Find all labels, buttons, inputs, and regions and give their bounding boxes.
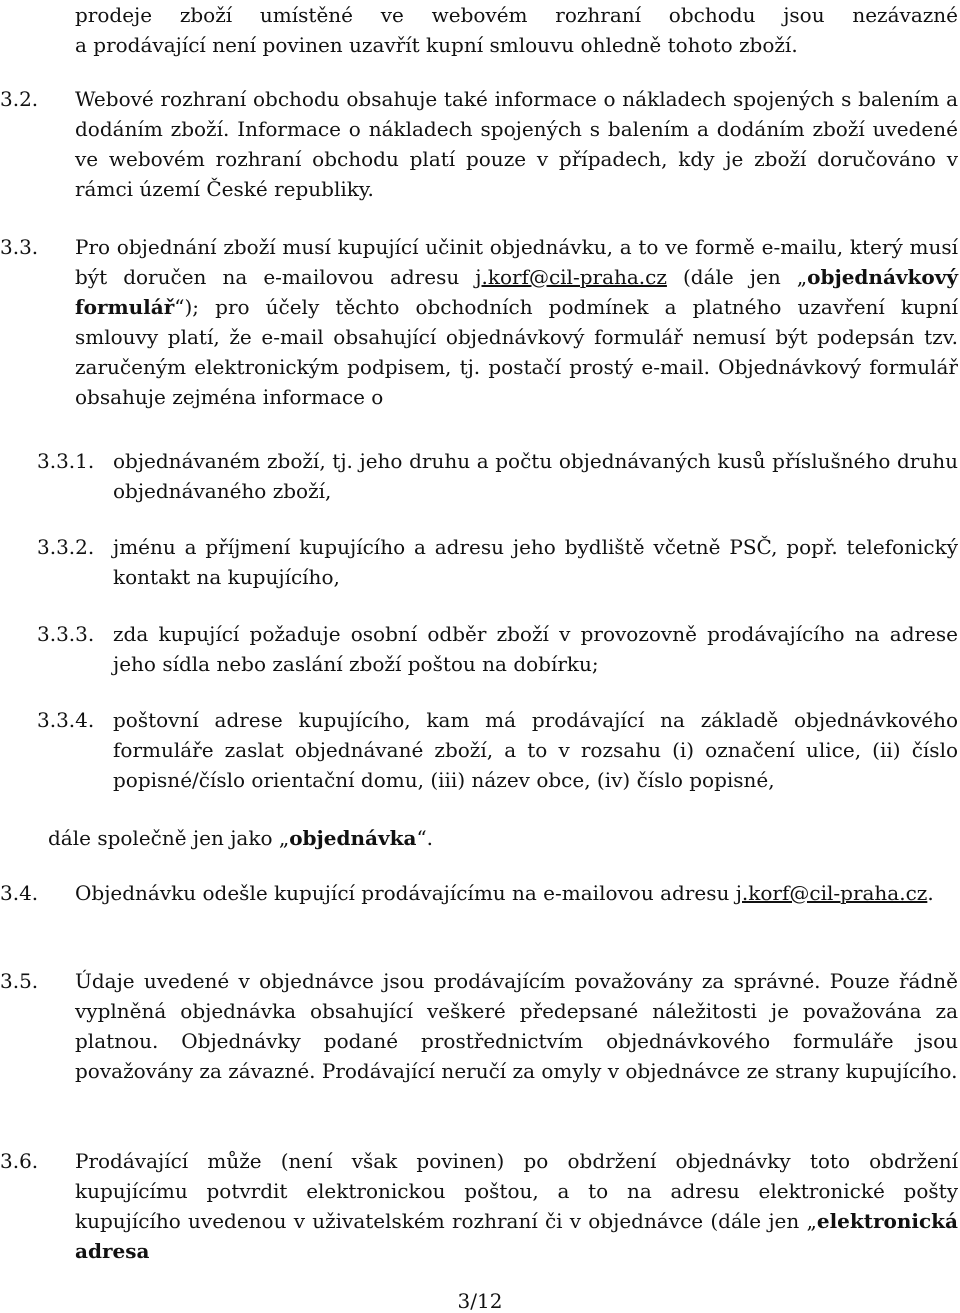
clause-text-part: . <box>927 881 934 905</box>
clause-text <box>75 232 958 412</box>
defined-term: objednávkový formulář <box>75 265 958 319</box>
clause-text <box>75 1146 958 1266</box>
clause-text-part: (dále jen „ <box>666 265 808 289</box>
clause-text: objednávaném zboží, tj. jeho druhu a počtu objednávaných kusů příslušného druhu objednávaného zboží, <box>113 449 958 503</box>
order-definition <box>48 823 948 853</box>
clause-text-part: dále společně jen jako „ <box>48 826 290 850</box>
clause-number: 3.3.4. <box>37 708 95 732</box>
email-link[interactable]: j.korf@cil-praha.cz <box>735 881 928 905</box>
clause-text: Údaje uvedené v objednávce jsou prodávajícím považovány za správné. Pouze řádně vyplněná objednávka obsahující veškeré předepsané náležitosti je považována za platnou. Objednávky podané prostřednictvím objednávkového formuláře jsou považovány za závazné. Prodávající neručí za omyly v objednávce ze strany kupujícího. <box>75 969 958 1083</box>
clause-number: 3.3.1. <box>37 449 95 473</box>
clause-number: 3.2. <box>0 87 39 111</box>
email-link[interactable]: j.korf@cil-praha.cz <box>475 265 667 289</box>
clause-text: jménu a příjmení kupujícího a adresu jeho bydliště včetně PSČ, popř. telefonický kontakt na kupujícího, <box>113 535 958 589</box>
clause-number: 3.3.3. <box>37 622 95 646</box>
clause-number: 3.5. <box>0 969 39 993</box>
clause-text-part: “); pro účely těchto obchodních podmínek a platného uzavření kupní smlouvy platí, že e-mail obsahující objednávkový formulář nemusí být podepsán tzv. zaručeným elektronickým podpisem, tj. postačí prostý e-mail. Objednávkový formulář obsahuje zejména informace o <box>75 295 958 409</box>
clause-text: zda kupující požaduje osobní odběr zboží v provozovně prodávajícího na adrese jeho sídla nebo zaslání zboží poštou na dobírku; <box>113 622 958 676</box>
clause-number: 3.4. <box>0 881 39 905</box>
clause-number: 3.6. <box>0 1149 39 1173</box>
defined-term: objednávka <box>289 826 417 850</box>
defined-term: elektronická adresa <box>75 1209 958 1263</box>
clause-text-part: Pro objednání zboží musí kupující učinit objednávku, a to ve formě e-mailu, který musí být doručen na e-mailovou adresu <box>75 235 958 289</box>
clause-number: 3.3.2. <box>37 535 95 559</box>
clause-text-part: Objednávku odešle kupující prodávajícímu na e-mailovou adresu <box>75 881 736 905</box>
clause-text <box>75 878 958 908</box>
intro-line-1: prodeje zboží umístěné ve webovém rozhraní obchodu jsou nezávazné <box>75 3 958 27</box>
intro-line-2: a prodávající není povinen uzavřít kupní smlouvu ohledně tohoto zboží. <box>75 33 798 57</box>
clause-number: 3.3. <box>0 235 39 259</box>
clause-text-part: “. <box>416 826 434 850</box>
page-number: 3/12 <box>457 1289 503 1313</box>
clause-text: poštovní adrese kupujícího, kam má prodávající na základě objednávkového formuláře zaslat objednávané zboží, a to v rozsahu (i) označení ulice, (ii) číslo popisné/číslo orientační domu, (iii) název obce, (iv) číslo popisné, <box>113 708 958 792</box>
clause-text-part: Prodávající může (není však povinen) po obdržení objednávky toto obdržení kupujícímu potvrdit elektronickou poštou, a to na adresu elektronické pošty kupujícího uvedenou v uživatelském rozhraní či v objednávce (dále jen „ <box>75 1149 958 1233</box>
clause-text: Webové rozhraní obchodu obsahuje také informace o nákladech spojených s balením a dodáním zboží. Informace o nákladech spojených s balením a dodáním zboží uvedené ve webovém rozhraní obchodu platí pouze v případech, kdy je zboží doručováno v rámci území České republiky. <box>75 87 958 201</box>
